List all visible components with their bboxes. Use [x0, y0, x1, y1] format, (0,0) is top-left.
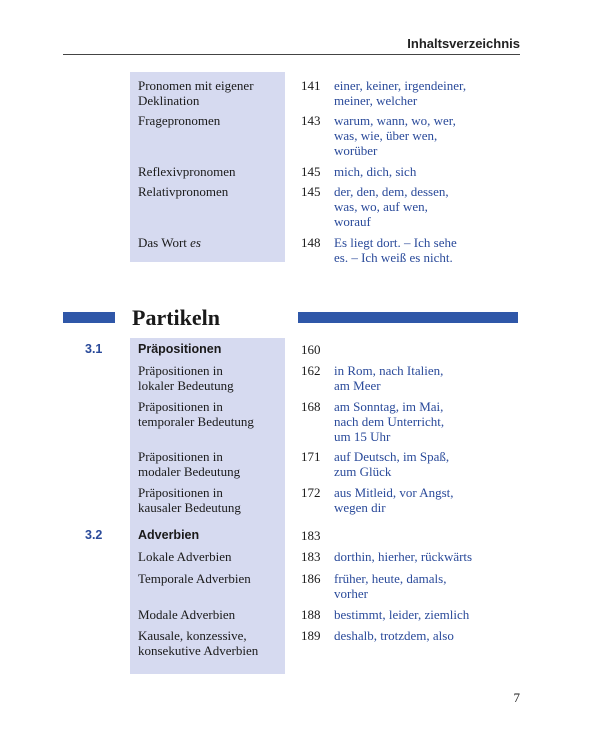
- section-title: Partikeln: [132, 305, 220, 330]
- toc-topic: Das Wort es: [138, 235, 201, 250]
- toc-example: Es liegt dort. – Ich sehe es. – Ich weiß es nicht.: [334, 235, 457, 265]
- running-header-title: Inhaltsverzeichnis: [407, 36, 520, 51]
- section-bar-right: [298, 312, 518, 323]
- toc-example: mich, dich, sich: [334, 164, 417, 179]
- toc-topic: Reflexivpronomen: [138, 164, 236, 179]
- toc-topic: Präpositionen in modaler Bedeutung: [138, 449, 241, 479]
- toc-example: bestimmt, leider, ziemlich: [334, 607, 470, 622]
- toc-page: 162: [301, 363, 321, 378]
- toc-page: 189: [301, 628, 321, 643]
- chapter-heading: Adverbien: [138, 528, 200, 542]
- toc-page: 145: [301, 164, 321, 179]
- page-number: 7: [513, 690, 520, 705]
- toc-topic: Pronomen mit eigener Deklination: [138, 78, 254, 108]
- toc-topic: Modale Adverbien: [138, 607, 236, 622]
- chapter-number: 3.1: [85, 342, 103, 356]
- toc-page: 186: [301, 571, 321, 586]
- toc-topic: Kausale, konzessive, konsekutive Adverbien: [138, 628, 259, 658]
- toc-example: früher, heute, damals, vorher: [334, 571, 447, 601]
- toc-example: deshalb, trotzdem, also: [334, 628, 454, 643]
- toc-page: 145: [301, 184, 321, 199]
- toc-page: 183: [301, 528, 321, 543]
- section-bar-left: [63, 312, 115, 323]
- toc-page: 188: [301, 607, 321, 622]
- toc-page: 171: [301, 449, 321, 464]
- toc-example: der, den, dem, dessen, was, wo, auf wen, worauf: [334, 184, 449, 229]
- toc-example: auf Deutsch, im Spaß, zum Glück: [334, 449, 450, 479]
- toc-page: 172: [301, 485, 321, 500]
- toc-example: einer, keiner, irgendeiner, meiner, welcher: [334, 78, 467, 108]
- chapter-heading: Präpositionen: [138, 342, 222, 356]
- toc-page: 183: [301, 549, 321, 564]
- toc-page: 141: [301, 78, 321, 93]
- toc-page: 168: [301, 399, 321, 414]
- toc-page: 148: [301, 235, 321, 250]
- toc-topic: Präpositionen in temporaler Bedeutung: [138, 399, 254, 429]
- header-rule: [63, 54, 520, 55]
- toc-page: 160: [301, 342, 321, 357]
- toc-example: dorthin, hierher, rückwärts: [334, 549, 473, 564]
- toc-topic: Temporale Adverbien: [138, 571, 251, 586]
- toc-topic: Fragepronomen: [138, 113, 221, 128]
- toc-topic: Relativpronomen: [138, 184, 229, 199]
- toc-example: in Rom, nach Italien, am Meer: [334, 363, 444, 393]
- chapter-number: 3.2: [85, 528, 103, 542]
- toc-page: 143: [301, 113, 321, 128]
- toc-topic: Lokale Adverbien: [138, 549, 232, 564]
- toc-example: warum, wann, wo, wer, was, wie, über wen, worüber: [334, 113, 456, 158]
- toc-topic: Präpositionen in lokaler Bedeutung: [138, 363, 234, 393]
- toc-example: aus Mitleid, vor Angst, wegen dir: [334, 485, 454, 515]
- toc-topic: Präpositionen in kausaler Bedeutung: [138, 485, 241, 515]
- toc-example: am Sonntag, im Mai, nach dem Unterricht, um 15 Uhr: [334, 399, 445, 444]
